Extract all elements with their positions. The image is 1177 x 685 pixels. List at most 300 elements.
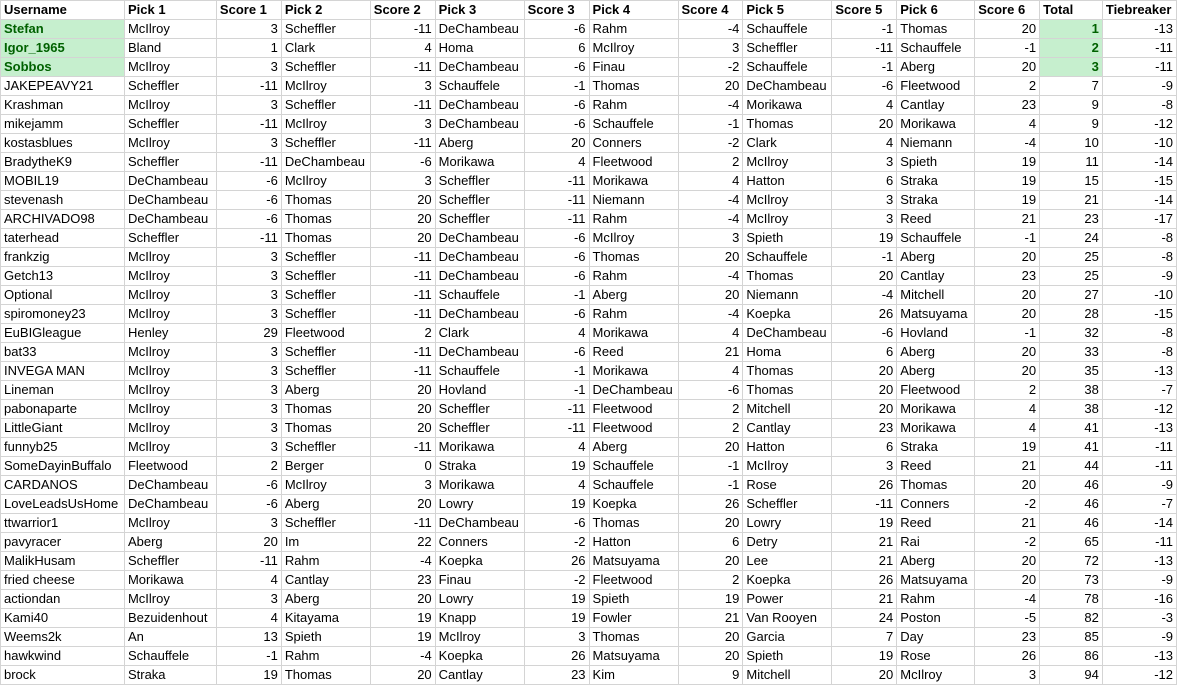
cell-total[interactable]: 46 — [1040, 514, 1103, 533]
cell-pick-4[interactable]: Aberg — [589, 286, 678, 305]
cell-pick-3[interactable]: Morikawa — [435, 153, 524, 172]
cell-pick-3[interactable]: Straka — [435, 457, 524, 476]
cell-score-5[interactable]: 6 — [832, 343, 897, 362]
cell-pick-4[interactable]: Conners — [589, 134, 678, 153]
cell-score-5[interactable]: 20 — [832, 381, 897, 400]
cell-tiebreaker[interactable]: -9 — [1102, 628, 1176, 647]
header-total[interactable]: Total — [1040, 1, 1103, 20]
cell-tiebreaker[interactable]: -9 — [1102, 571, 1176, 590]
cell-score-5[interactable]: 21 — [832, 590, 897, 609]
cell-pick-5[interactable]: Power — [743, 590, 832, 609]
cell-score-3[interactable]: 19 — [524, 609, 589, 628]
cell-score-6[interactable]: 20 — [975, 305, 1040, 324]
cell-score-3[interactable]: -6 — [524, 58, 589, 77]
cell-score-4[interactable]: 21 — [678, 343, 743, 362]
cell-pick-2[interactable]: Scheffler — [281, 362, 370, 381]
cell-pick-2[interactable]: Thomas — [281, 666, 370, 685]
cell-score-1[interactable]: 3 — [216, 590, 281, 609]
cell-username[interactable]: hawkwind — [1, 647, 125, 666]
cell-pick-2[interactable]: Fleetwood — [281, 324, 370, 343]
cell-score-6[interactable]: 21 — [975, 210, 1040, 229]
cell-score-5[interactable]: 24 — [832, 609, 897, 628]
cell-username[interactable]: ttwarrior1 — [1, 514, 125, 533]
cell-pick-1[interactable]: An — [124, 628, 216, 647]
cell-pick-4[interactable]: Matsuyama — [589, 552, 678, 571]
cell-pick-3[interactable]: Lowry — [435, 495, 524, 514]
cell-total[interactable]: 35 — [1040, 362, 1103, 381]
cell-pick-1[interactable]: Bezuidenhout — [124, 609, 216, 628]
cell-score-1[interactable]: 3 — [216, 343, 281, 362]
cell-tiebreaker[interactable]: -9 — [1102, 267, 1176, 286]
cell-score-6[interactable]: -1 — [975, 229, 1040, 248]
cell-pick-2[interactable]: Scheffler — [281, 248, 370, 267]
cell-score-3[interactable]: -1 — [524, 381, 589, 400]
cell-score-2[interactable]: 19 — [370, 628, 435, 647]
cell-username[interactable]: Getch13 — [1, 267, 125, 286]
cell-score-5[interactable]: 21 — [832, 533, 897, 552]
cell-tiebreaker[interactable]: -15 — [1102, 305, 1176, 324]
cell-pick-5[interactable]: Lowry — [743, 514, 832, 533]
cell-score-1[interactable]: 4 — [216, 609, 281, 628]
cell-score-6[interactable]: -1 — [975, 39, 1040, 58]
cell-score-1[interactable]: 3 — [216, 20, 281, 39]
cell-username[interactable]: stevenash — [1, 191, 125, 210]
cell-score-4[interactable]: 3 — [678, 39, 743, 58]
cell-score-2[interactable]: -11 — [370, 248, 435, 267]
cell-username[interactable]: ARCHIVADO98 — [1, 210, 125, 229]
cell-score-2[interactable]: 20 — [370, 210, 435, 229]
cell-score-6[interactable]: 4 — [975, 400, 1040, 419]
cell-pick-5[interactable]: Koepka — [743, 571, 832, 590]
cell-pick-6[interactable]: McIlroy — [897, 666, 975, 685]
cell-total[interactable]: 21 — [1040, 191, 1103, 210]
cell-pick-5[interactable]: Niemann — [743, 286, 832, 305]
cell-total[interactable]: 33 — [1040, 343, 1103, 362]
cell-pick-4[interactable]: Fleetwood — [589, 153, 678, 172]
cell-pick-3[interactable]: Cantlay — [435, 666, 524, 685]
header-pick-6[interactable]: Pick 6 — [897, 1, 975, 20]
cell-pick-4[interactable]: Schauffele — [589, 115, 678, 134]
cell-pick-3[interactable]: DeChambeau — [435, 248, 524, 267]
cell-score-1[interactable]: -11 — [216, 77, 281, 96]
cell-pick-6[interactable]: Thomas — [897, 20, 975, 39]
cell-pick-3[interactable]: Homa — [435, 39, 524, 58]
cell-pick-4[interactable]: Kim — [589, 666, 678, 685]
cell-score-1[interactable]: 3 — [216, 286, 281, 305]
cell-pick-5[interactable]: Rose — [743, 476, 832, 495]
cell-pick-3[interactable]: Scheffler — [435, 400, 524, 419]
cell-score-2[interactable]: -11 — [370, 305, 435, 324]
cell-pick-6[interactable]: Rai — [897, 533, 975, 552]
cell-total[interactable]: 23 — [1040, 210, 1103, 229]
cell-score-4[interactable]: -4 — [678, 20, 743, 39]
cell-score-4[interactable]: 19 — [678, 590, 743, 609]
cell-pick-5[interactable]: McIlroy — [743, 457, 832, 476]
cell-pick-2[interactable]: Scheffler — [281, 286, 370, 305]
cell-score-2[interactable]: -4 — [370, 552, 435, 571]
cell-tiebreaker[interactable]: -14 — [1102, 514, 1176, 533]
cell-pick-2[interactable]: Scheffler — [281, 514, 370, 533]
cell-score-1[interactable]: -11 — [216, 115, 281, 134]
cell-pick-3[interactable]: Finau — [435, 571, 524, 590]
cell-score-4[interactable]: -1 — [678, 457, 743, 476]
cell-score-5[interactable]: 20 — [832, 115, 897, 134]
cell-score-6[interactable]: 21 — [975, 457, 1040, 476]
cell-pick-6[interactable]: Rahm — [897, 590, 975, 609]
cell-score-1[interactable]: -6 — [216, 210, 281, 229]
cell-score-5[interactable]: -1 — [832, 58, 897, 77]
cell-tiebreaker[interactable]: -11 — [1102, 58, 1176, 77]
cell-score-3[interactable]: 19 — [524, 495, 589, 514]
cell-pick-5[interactable]: Hatton — [743, 438, 832, 457]
cell-pick-3[interactable]: Aberg — [435, 134, 524, 153]
cell-score-2[interactable]: -11 — [370, 343, 435, 362]
cell-score-6[interactable]: -4 — [975, 134, 1040, 153]
cell-total[interactable]: 72 — [1040, 552, 1103, 571]
cell-username[interactable]: Lineman — [1, 381, 125, 400]
cell-pick-2[interactable]: Scheffler — [281, 58, 370, 77]
cell-pick-3[interactable]: DeChambeau — [435, 343, 524, 362]
cell-score-2[interactable]: -11 — [370, 362, 435, 381]
cell-score-1[interactable]: -6 — [216, 172, 281, 191]
cell-score-2[interactable]: 3 — [370, 476, 435, 495]
cell-username[interactable]: Optional — [1, 286, 125, 305]
cell-score-5[interactable]: 19 — [832, 514, 897, 533]
cell-pick-4[interactable]: Fleetwood — [589, 571, 678, 590]
cell-pick-3[interactable]: Morikawa — [435, 438, 524, 457]
cell-score-3[interactable]: -6 — [524, 248, 589, 267]
cell-username[interactable]: Sobbos — [1, 58, 125, 77]
cell-pick-2[interactable]: Scheffler — [281, 267, 370, 286]
cell-username[interactable]: brock — [1, 666, 125, 685]
cell-pick-1[interactable]: McIlroy — [124, 438, 216, 457]
cell-pick-3[interactable]: Clark — [435, 324, 524, 343]
cell-total[interactable]: 9 — [1040, 115, 1103, 134]
cell-username[interactable]: SomeDayinBuffalo — [1, 457, 125, 476]
cell-score-3[interactable]: -1 — [524, 286, 589, 305]
cell-score-3[interactable]: -11 — [524, 191, 589, 210]
cell-tiebreaker[interactable]: -11 — [1102, 533, 1176, 552]
cell-score-3[interactable]: -6 — [524, 96, 589, 115]
cell-pick-4[interactable]: Rahm — [589, 267, 678, 286]
cell-tiebreaker[interactable]: -8 — [1102, 343, 1176, 362]
cell-score-2[interactable]: 22 — [370, 533, 435, 552]
cell-score-1[interactable]: 3 — [216, 248, 281, 267]
cell-score-2[interactable]: -6 — [370, 153, 435, 172]
cell-username[interactable]: MOBIL19 — [1, 172, 125, 191]
cell-score-3[interactable]: -6 — [524, 229, 589, 248]
cell-pick-3[interactable]: DeChambeau — [435, 58, 524, 77]
cell-pick-6[interactable]: Straka — [897, 438, 975, 457]
cell-total[interactable]: 46 — [1040, 476, 1103, 495]
cell-score-1[interactable]: 3 — [216, 400, 281, 419]
cell-pick-5[interactable]: Schauffele — [743, 20, 832, 39]
cell-score-6[interactable]: 20 — [975, 20, 1040, 39]
cell-pick-5[interactable]: Lee — [743, 552, 832, 571]
cell-score-3[interactable]: 23 — [524, 666, 589, 685]
cell-tiebreaker[interactable]: -12 — [1102, 666, 1176, 685]
cell-tiebreaker[interactable]: -14 — [1102, 153, 1176, 172]
cell-score-1[interactable]: 3 — [216, 96, 281, 115]
cell-total[interactable]: 3 — [1040, 58, 1103, 77]
cell-total[interactable]: 15 — [1040, 172, 1103, 191]
cell-score-5[interactable]: 26 — [832, 305, 897, 324]
cell-pick-2[interactable]: Rahm — [281, 647, 370, 666]
cell-score-3[interactable]: -6 — [524, 305, 589, 324]
cell-pick-3[interactable]: Schauffele — [435, 77, 524, 96]
header-score-4[interactable]: Score 4 — [678, 1, 743, 20]
cell-pick-3[interactable]: Scheffler — [435, 210, 524, 229]
cell-username[interactable]: pabonaparte — [1, 400, 125, 419]
cell-score-4[interactable]: 3 — [678, 229, 743, 248]
cell-tiebreaker[interactable]: -13 — [1102, 362, 1176, 381]
cell-pick-6[interactable]: Schauffele — [897, 39, 975, 58]
cell-score-4[interactable]: 2 — [678, 153, 743, 172]
cell-tiebreaker[interactable]: -13 — [1102, 20, 1176, 39]
cell-total[interactable]: 85 — [1040, 628, 1103, 647]
cell-score-3[interactable]: -6 — [524, 267, 589, 286]
cell-pick-4[interactable]: Schauffele — [589, 457, 678, 476]
cell-score-1[interactable]: -6 — [216, 191, 281, 210]
cell-pick-2[interactable]: Aberg — [281, 495, 370, 514]
cell-score-3[interactable]: 4 — [524, 438, 589, 457]
cell-score-4[interactable]: 26 — [678, 495, 743, 514]
cell-pick-1[interactable]: Scheffler — [124, 115, 216, 134]
cell-total[interactable]: 44 — [1040, 457, 1103, 476]
cell-score-3[interactable]: 20 — [524, 134, 589, 153]
cell-pick-4[interactable]: Morikawa — [589, 172, 678, 191]
cell-score-4[interactable]: 20 — [678, 552, 743, 571]
cell-pick-5[interactable]: Mitchell — [743, 666, 832, 685]
cell-score-2[interactable]: -11 — [370, 134, 435, 153]
cell-score-3[interactable]: 19 — [524, 590, 589, 609]
cell-pick-4[interactable]: DeChambeau — [589, 381, 678, 400]
cell-pick-4[interactable]: Thomas — [589, 77, 678, 96]
cell-total[interactable]: 32 — [1040, 324, 1103, 343]
cell-score-4[interactable]: 2 — [678, 571, 743, 590]
cell-pick-3[interactable]: Schauffele — [435, 286, 524, 305]
cell-pick-1[interactable]: Scheffler — [124, 77, 216, 96]
cell-score-4[interactable]: 4 — [678, 172, 743, 191]
cell-pick-6[interactable]: Cantlay — [897, 267, 975, 286]
cell-pick-2[interactable]: Im — [281, 533, 370, 552]
cell-pick-6[interactable]: Aberg — [897, 58, 975, 77]
cell-total[interactable]: 7 — [1040, 77, 1103, 96]
cell-score-6[interactable]: 26 — [975, 647, 1040, 666]
cell-score-4[interactable]: -2 — [678, 134, 743, 153]
cell-pick-5[interactable]: McIlroy — [743, 210, 832, 229]
cell-score-1[interactable]: 3 — [216, 305, 281, 324]
cell-pick-5[interactable]: Scheffler — [743, 39, 832, 58]
cell-username[interactable]: fried cheese — [1, 571, 125, 590]
cell-score-3[interactable]: -1 — [524, 77, 589, 96]
cell-pick-6[interactable]: Day — [897, 628, 975, 647]
cell-pick-3[interactable]: Knapp — [435, 609, 524, 628]
cell-score-4[interactable]: -4 — [678, 210, 743, 229]
cell-pick-3[interactable]: DeChambeau — [435, 115, 524, 134]
cell-score-6[interactable]: -4 — [975, 590, 1040, 609]
cell-total[interactable]: 73 — [1040, 571, 1103, 590]
cell-score-6[interactable]: -5 — [975, 609, 1040, 628]
cell-pick-1[interactable]: McIlroy — [124, 267, 216, 286]
cell-tiebreaker[interactable]: -8 — [1102, 248, 1176, 267]
cell-pick-1[interactable]: Scheffler — [124, 229, 216, 248]
cell-score-6[interactable]: 20 — [975, 476, 1040, 495]
cell-pick-5[interactable]: Clark — [743, 134, 832, 153]
cell-score-3[interactable]: -11 — [524, 419, 589, 438]
cell-score-2[interactable]: 20 — [370, 191, 435, 210]
cell-pick-4[interactable]: Morikawa — [589, 362, 678, 381]
header-tiebreaker[interactable]: Tiebreaker — [1102, 1, 1176, 20]
cell-pick-3[interactable]: Scheffler — [435, 172, 524, 191]
cell-score-5[interactable]: -11 — [832, 495, 897, 514]
cell-username[interactable]: taterhead — [1, 229, 125, 248]
cell-pick-3[interactable]: DeChambeau — [435, 267, 524, 286]
cell-score-5[interactable]: -1 — [832, 20, 897, 39]
cell-score-2[interactable]: 20 — [370, 590, 435, 609]
cell-pick-5[interactable]: Schauffele — [743, 248, 832, 267]
cell-tiebreaker[interactable]: -11 — [1102, 457, 1176, 476]
cell-score-2[interactable]: -4 — [370, 647, 435, 666]
cell-pick-6[interactable]: Morikawa — [897, 419, 975, 438]
cell-score-5[interactable]: 20 — [832, 267, 897, 286]
cell-score-2[interactable]: 23 — [370, 571, 435, 590]
cell-pick-5[interactable]: DeChambeau — [743, 324, 832, 343]
cell-pick-3[interactable]: Koepka — [435, 647, 524, 666]
cell-username[interactable]: EuBIGleague — [1, 324, 125, 343]
cell-score-4[interactable]: -4 — [678, 96, 743, 115]
cell-score-5[interactable]: 21 — [832, 552, 897, 571]
cell-score-1[interactable]: 3 — [216, 381, 281, 400]
cell-total[interactable]: 25 — [1040, 267, 1103, 286]
cell-pick-3[interactable]: Schauffele — [435, 362, 524, 381]
cell-pick-2[interactable]: Scheffler — [281, 343, 370, 362]
cell-score-2[interactable]: 20 — [370, 495, 435, 514]
cell-pick-4[interactable]: Matsuyama — [589, 647, 678, 666]
cell-pick-4[interactable]: Morikawa — [589, 324, 678, 343]
cell-total[interactable]: 94 — [1040, 666, 1103, 685]
cell-score-6[interactable]: 2 — [975, 77, 1040, 96]
cell-score-6[interactable]: 21 — [975, 514, 1040, 533]
cell-pick-5[interactable]: DeChambeau — [743, 77, 832, 96]
cell-pick-4[interactable]: Spieth — [589, 590, 678, 609]
cell-score-6[interactable]: 20 — [975, 286, 1040, 305]
cell-score-6[interactable]: 19 — [975, 172, 1040, 191]
cell-pick-1[interactable]: McIlroy — [124, 305, 216, 324]
cell-score-5[interactable]: 20 — [832, 400, 897, 419]
cell-pick-6[interactable]: Straka — [897, 191, 975, 210]
cell-pick-6[interactable]: Hovland — [897, 324, 975, 343]
cell-score-5[interactable]: 20 — [832, 666, 897, 685]
cell-pick-2[interactable]: Rahm — [281, 552, 370, 571]
cell-pick-4[interactable]: Rahm — [589, 96, 678, 115]
cell-pick-4[interactable]: McIlroy — [589, 229, 678, 248]
cell-pick-5[interactable]: Van Rooyen — [743, 609, 832, 628]
cell-score-5[interactable]: 3 — [832, 210, 897, 229]
cell-pick-4[interactable]: Fowler — [589, 609, 678, 628]
header-username[interactable]: Username — [1, 1, 125, 20]
cell-score-2[interactable]: 3 — [370, 115, 435, 134]
cell-total[interactable]: 24 — [1040, 229, 1103, 248]
cell-pick-1[interactable]: McIlroy — [124, 419, 216, 438]
cell-pick-6[interactable]: Mitchell — [897, 286, 975, 305]
cell-score-1[interactable]: -6 — [216, 495, 281, 514]
cell-score-3[interactable]: -2 — [524, 533, 589, 552]
cell-score-1[interactable]: 3 — [216, 267, 281, 286]
cell-score-1[interactable]: 3 — [216, 134, 281, 153]
cell-tiebreaker[interactable]: -9 — [1102, 77, 1176, 96]
cell-score-2[interactable]: 20 — [370, 419, 435, 438]
cell-tiebreaker[interactable]: -13 — [1102, 647, 1176, 666]
cell-score-3[interactable]: 4 — [524, 324, 589, 343]
cell-score-6[interactable]: 23 — [975, 628, 1040, 647]
cell-score-2[interactable]: -11 — [370, 438, 435, 457]
cell-pick-5[interactable]: Thomas — [743, 362, 832, 381]
cell-score-2[interactable]: 20 — [370, 229, 435, 248]
cell-pick-4[interactable]: Thomas — [589, 514, 678, 533]
cell-score-6[interactable]: 20 — [975, 58, 1040, 77]
cell-score-5[interactable]: -1 — [832, 248, 897, 267]
cell-score-2[interactable]: 4 — [370, 39, 435, 58]
cell-score-4[interactable]: 20 — [678, 438, 743, 457]
cell-total[interactable]: 82 — [1040, 609, 1103, 628]
cell-username[interactable]: LoveLeadsUsHome — [1, 495, 125, 514]
cell-pick-4[interactable]: Aberg — [589, 438, 678, 457]
cell-score-3[interactable]: 6 — [524, 39, 589, 58]
cell-score-1[interactable]: 4 — [216, 571, 281, 590]
cell-score-1[interactable]: -11 — [216, 153, 281, 172]
cell-pick-2[interactable]: Aberg — [281, 590, 370, 609]
cell-score-3[interactable]: -11 — [524, 172, 589, 191]
cell-score-6[interactable]: 4 — [975, 115, 1040, 134]
cell-score-3[interactable]: -11 — [524, 210, 589, 229]
cell-tiebreaker[interactable]: -17 — [1102, 210, 1176, 229]
cell-score-5[interactable]: 4 — [832, 96, 897, 115]
cell-pick-6[interactable]: Fleetwood — [897, 381, 975, 400]
cell-pick-1[interactable]: Aberg — [124, 533, 216, 552]
cell-score-3[interactable]: -2 — [524, 571, 589, 590]
cell-pick-2[interactable]: Thomas — [281, 229, 370, 248]
cell-pick-4[interactable]: Koepka — [589, 495, 678, 514]
cell-pick-6[interactable]: Morikawa — [897, 400, 975, 419]
cell-score-5[interactable]: -11 — [832, 39, 897, 58]
cell-username[interactable]: pavyracer — [1, 533, 125, 552]
cell-score-2[interactable]: 20 — [370, 666, 435, 685]
cell-score-6[interactable]: -2 — [975, 533, 1040, 552]
cell-pick-6[interactable]: Reed — [897, 514, 975, 533]
cell-pick-3[interactable]: DeChambeau — [435, 305, 524, 324]
cell-tiebreaker[interactable]: -11 — [1102, 39, 1176, 58]
cell-pick-1[interactable]: DeChambeau — [124, 495, 216, 514]
cell-pick-6[interactable]: Straka — [897, 172, 975, 191]
cell-pick-1[interactable]: Scheffler — [124, 153, 216, 172]
cell-tiebreaker[interactable]: -14 — [1102, 191, 1176, 210]
cell-tiebreaker[interactable]: -10 — [1102, 286, 1176, 305]
cell-pick-5[interactable]: Detry — [743, 533, 832, 552]
cell-pick-5[interactable]: Spieth — [743, 229, 832, 248]
cell-score-6[interactable]: 19 — [975, 438, 1040, 457]
cell-score-5[interactable]: 20 — [832, 362, 897, 381]
cell-score-1[interactable]: 3 — [216, 438, 281, 457]
cell-tiebreaker[interactable]: -7 — [1102, 381, 1176, 400]
cell-score-4[interactable]: 21 — [678, 609, 743, 628]
cell-total[interactable]: 38 — [1040, 381, 1103, 400]
cell-total[interactable]: 27 — [1040, 286, 1103, 305]
cell-total[interactable]: 1 — [1040, 20, 1103, 39]
cell-pick-3[interactable]: DeChambeau — [435, 229, 524, 248]
cell-pick-4[interactable]: Finau — [589, 58, 678, 77]
cell-pick-3[interactable]: Hovland — [435, 381, 524, 400]
